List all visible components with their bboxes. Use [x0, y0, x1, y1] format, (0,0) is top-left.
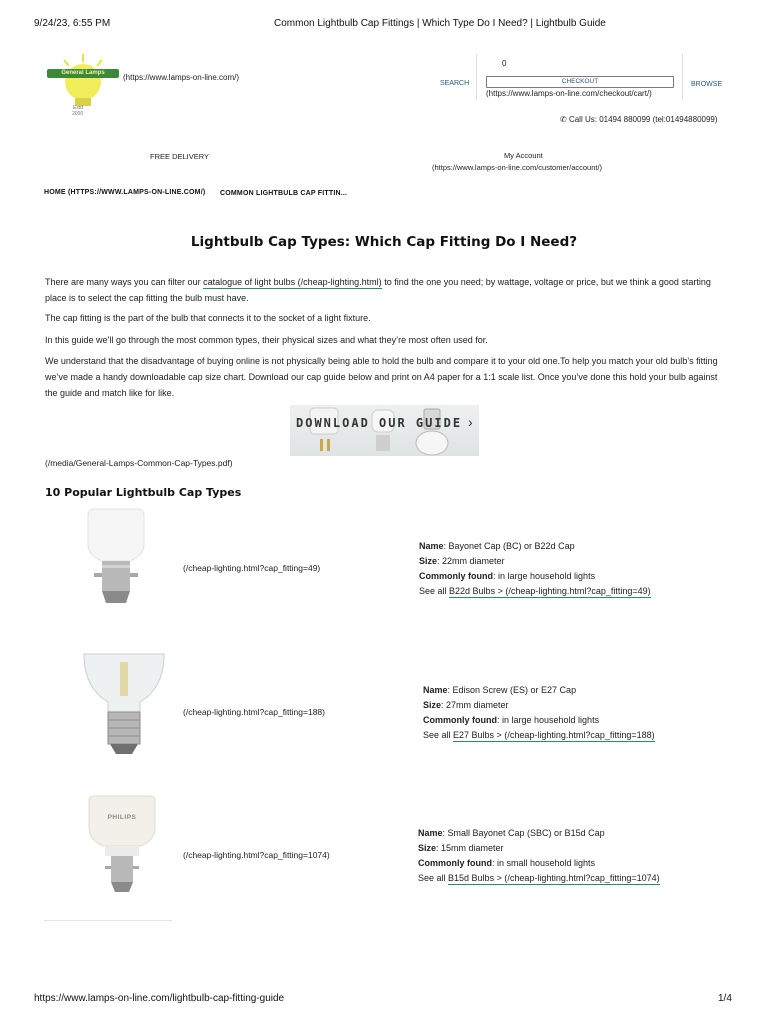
cap-name-row: Name: Small Bayonet Cap (SBC) or B15d Cap — [418, 828, 605, 838]
see-all-b22d-link[interactable]: B22d Bulbs > (/cheap-lighting.html?cap_fitting=49) — [449, 586, 651, 596]
e27-cap-url[interactable]: (/cheap-lighting.html?cap_fitting=188) — [183, 707, 325, 717]
b22d-cap-info — [419, 539, 651, 599]
print-footer-url: https://www.lamps-on-line.com/lightbulb-cap-fitting-guide — [34, 993, 285, 1004]
cap-size-row: Size: 22mm diameter — [419, 556, 505, 566]
divider — [44, 920, 172, 921]
download-url[interactable]: (/media/General-Lamps-Common-Cap-Types.pdf) — [45, 458, 233, 468]
bayonet-bulb-icon — [82, 507, 150, 611]
edison-screw-bulb-icon — [80, 652, 168, 756]
b15d-cap-info — [418, 826, 660, 886]
b15d-cap-url[interactable]: (/cheap-lighting.html?cap_fitting=1074) — [183, 850, 330, 860]
cap-see-all-row: See all B22d Bulbs > (/cheap-lighting.html?cap_fitting=49) — [419, 586, 651, 596]
my-account-link[interactable]: My Account — [504, 151, 543, 160]
site-logo[interactable] — [44, 52, 122, 120]
download-banner-text: DOWNLOAD OUR GUIDE — [296, 416, 463, 430]
breadcrumb-current: COMMON LIGHTBULB CAP FITTIN... — [220, 190, 348, 197]
cap-name-row: Name: Bayonet Cap (BC) or B22d Cap — [419, 541, 575, 551]
bulb-caps-illustration — [290, 405, 479, 456]
page-title: Lightbulb Cap Types: Which Cap Fitting Do I Need? — [190, 234, 578, 250]
header-divider — [476, 54, 477, 100]
header-divider — [682, 54, 683, 100]
download-intro: We understand that the disadvantage of buying online is not physically being able to hold the bulb and compare it to your old one.To help you match your old bulb’s fitting we’ve made a handy downloadable cap size chart. Download our cap guide below and print on A4 paper for a 1:1 scale list. Once you’ve done this hold your bulb against the guide and match like for like. — [45, 356, 718, 398]
print-title: Common Lightbulb Cap Fittings | Which Type Do I Need? | Lightbulb Guide — [274, 18, 606, 29]
cap-name-row: Name: Edison Screw (ES) or E27 Cap — [423, 685, 577, 695]
free-delivery: FREE DELIVERY — [150, 152, 210, 161]
guide-intro: In this guide we’ll go through the most common types, their physical sizes and what they’re most often used for. — [45, 335, 488, 345]
section-title: 10 Popular Lightbulb Cap Types — [45, 486, 242, 499]
home-url[interactable]: (https://www.lamps-on-line.com/) — [123, 73, 240, 82]
search-link[interactable]: SEARCH — [440, 80, 470, 87]
e27-bulb-image[interactable] — [80, 652, 168, 756]
cap-see-all-row: See all E27 Bulbs > (/cheap-lighting.html?cap_fitting=188) — [423, 730, 655, 740]
print-page-number: 1/4 — [718, 993, 732, 1004]
small-bayonet-bulb-icon — [85, 794, 159, 894]
intro-paragraph — [45, 274, 721, 306]
phone-url: (tel:01494880099) — [652, 115, 718, 124]
intro-text-a: There are many ways you can filter our — [45, 277, 204, 287]
download-guide-banner[interactable] — [290, 405, 479, 456]
logo-text: General Lamps — [61, 70, 105, 76]
checkout-url[interactable]: (https://www.lamps-on-line.com/checkout/cart/) — [486, 89, 652, 98]
b22d-cap-url[interactable]: (/cheap-lighting.html?cap_fitting=49) — [183, 563, 321, 573]
see-all-e27-link[interactable]: E27 Bulbs > (/cheap-lighting.html?cap_fitting=188) — [453, 730, 655, 740]
cap-size-row: Size: 15mm diameter — [418, 843, 504, 853]
see-all-b15d-link[interactable]: B15d Bulbs > (/cheap-lighting.html?cap_fitting=1074) — [448, 873, 660, 883]
call-us-label: Call Us: — [568, 115, 597, 124]
e27-cap-info — [423, 683, 655, 743]
cap-definition: The cap fitting is the part of the bulb that connects it to the socket of a light fixture. — [45, 313, 371, 323]
account-url[interactable]: (https://www.lamps-on-line.com/customer/account/) — [432, 163, 603, 172]
cap-found-row: Commonly found: in large household lights — [423, 715, 600, 725]
catalogue-link[interactable]: catalogue of light bulbs (/cheap-lighting.html) — [203, 277, 382, 287]
phone-icon: ✆ — [560, 115, 567, 124]
b22d-bulb-image[interactable] — [82, 507, 150, 611]
breadcrumb-home[interactable]: HOME (HTTPS://WWW.LAMPS-ON-LINE.COM/) — [44, 189, 206, 196]
cap-found-row: Commonly found: in small household lights — [418, 858, 596, 868]
print-datetime: 9/24/23, 6:55 PM — [34, 18, 111, 29]
cap-see-all-row: See all B15d Bulbs > (/cheap-lighting.html?cap_fitting=1074) — [418, 873, 660, 883]
cap-found-row: Commonly found: in large household lights — [419, 571, 596, 581]
checkout-button[interactable]: CHECKOUT — [486, 76, 674, 88]
cap-size-row: Size: 27mm diameter — [423, 700, 509, 710]
b15d-bulb-image[interactable] — [85, 794, 159, 894]
call-us[interactable] — [560, 115, 718, 124]
logo-year: 2000 — [72, 111, 84, 117]
philips-brand-label: PHILIPS — [107, 814, 137, 821]
cart-count: 0 — [502, 59, 507, 68]
logo-est: Estd — [73, 105, 84, 111]
intro-text-b: to find the one you need; by wattage, voltage or price, but we think a good starting place is to select the cap fitting the bulb must have. — [45, 277, 711, 303]
chevron-right-icon: › — [468, 414, 473, 430]
browse-link[interactable]: BROWSE — [691, 81, 723, 88]
phone-number: 01494 880099 — [599, 115, 651, 124]
